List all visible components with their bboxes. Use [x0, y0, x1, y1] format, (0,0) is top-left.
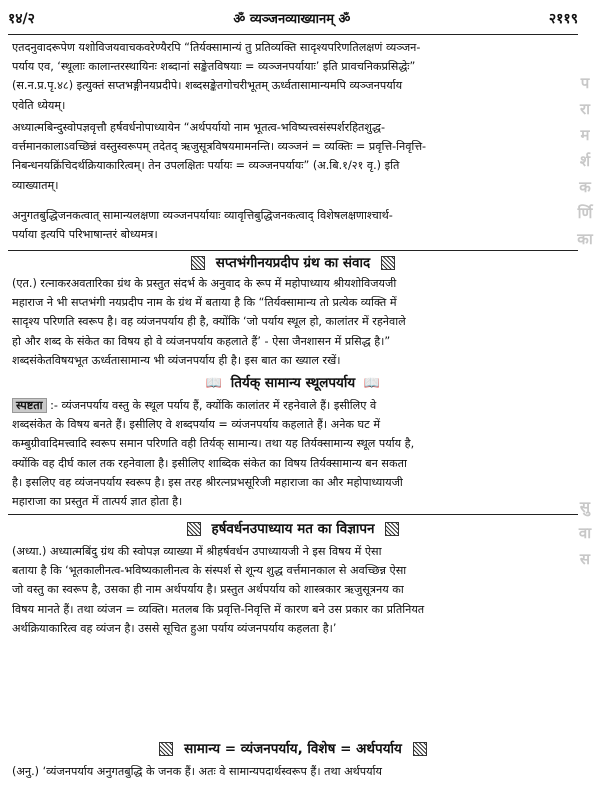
title-ornament-right: ॐ [338, 12, 351, 27]
text-line: कम्बुग्रीवादिमत्त्वादि स्वरूप समान परिणति वही तिर्यक् सामान्य। तथा यह तिर्यक्सामान्य स्थूल पर्याय है, [12, 437, 415, 451]
text-line [12, 396, 568, 415]
ornament-icon [385, 522, 399, 536]
sidebar-letter: वा [578, 524, 592, 542]
text-line: शब्दसंकेत के विषय बनते हैं। इसीलिए वे शब्दपर्याय = व्यंजनपर्याय कहलाते हैं। अनेक घट में [12, 418, 381, 432]
text-line: शब्दसंकेतविषयभूत ऊर्ध्वतासामान्य भी व्यंजनपर्याय ही है। इस बात का ख्याल रखें। [12, 353, 341, 367]
sidebar-letter: स [579, 550, 591, 568]
section-heading-4 [8, 738, 578, 760]
page-header [8, 4, 578, 32]
sidebar-letter: र्श [579, 152, 591, 170]
sidebar-letter: रा [579, 100, 591, 118]
ornament-icon [381, 256, 395, 270]
text-line: क्योंकि वह दीर्घ काल तक रहनेवाला है। इसीलिए शाब्दिक संकेत का विषय तिर्यक्सामान्य बन सकता [12, 456, 407, 470]
text-line: सादृश्य परिणति स्वरूप है। वह व्यंजनपर्याय ही है, क्योंकि ‘जो पर्याय स्थूल हो, कालांतर में रहनेवाले [12, 315, 406, 329]
text-line: व्याख्यातम्। [12, 178, 59, 192]
section-heading-text: सामान्य = व्यंजनपर्याय, विशेष = अर्थपर्याय [184, 741, 402, 757]
sidebar-letter: क [579, 178, 591, 196]
book-icon: 📖 [205, 376, 223, 391]
section-heading-1 [8, 252, 578, 274]
text-line: है। इसलिए वह व्यंजनपर्याय स्वरूप है। इस तरह श्रीरत्नप्रभसूरिजी महाराजा का और महोपाध्यायजी [12, 475, 403, 489]
text-line: महाराज ने भी सप्तभंगी नयप्रदीप नाम के ग्रंथ में बताया है कि “तिर्यक्सामान्य तो प्रत्येक व्यक्ति में [12, 296, 397, 310]
text-line: (एत.) रत्नाकरअवतारिका ग्रंथ के प्रस्तुत संदर्भ के अनुवाद के रूप में महोपाध्याय श्रीयशोविजयजी [12, 277, 397, 290]
sidebar-bottom-watermark [576, 494, 594, 572]
sidebar-letter: म [580, 126, 590, 144]
sidebar-letter: प [580, 74, 590, 92]
text-line: बताया है कि ‘भूतकालीनत्व-भविष्यकालीनत्व के संस्पर्श से शून्य शुद्ध वर्त्तमानकाल से अवच्छिन्न ऐसा [12, 564, 407, 578]
header-rule [8, 34, 578, 35]
page [8, 0, 578, 799]
ornament-icon [413, 742, 427, 756]
sanskrit-paragraph-3 [12, 206, 568, 244]
hindi-paragraph-2 [12, 396, 568, 511]
section-heading-text: तिर्यक् सामान्य स्थूलपर्याय [230, 375, 356, 391]
sidebar-letter: सु [579, 498, 591, 516]
sanskrit-paragraph-1 [12, 38, 568, 115]
running-title [233, 9, 350, 27]
text-line: एतदनुवादरूपेण यशोविजयवाचकवरेण्यैरपि “तिर्यक्सामान्यं तु प्रतिव्यक्ति सादृश्यपरिणतिलक्षणं व्यञ्जन- [12, 41, 421, 54]
text-line: हो और शब्द के संकेत का विषय हो वे व्यंजनपर्याय कहलाते हैं’ - ऐसा जैनशासन में प्रसिद्ध है।” [12, 334, 391, 348]
clarification-label: स्पष्टता [12, 398, 47, 413]
ornament-icon [159, 742, 173, 756]
text-span: :- व्यंजनपर्याय वस्तु के स्थूल पर्याय हैं, क्योंकि कालांतर में रहनेवाले हैं। इसीलिए वे [50, 399, 377, 412]
text-line: अर्थक्रियाकारित्व वह व्यंजन है। उससे सूचित हुआ पर्याय व्यंजनपर्याय कहलता है।’ [12, 621, 337, 635]
sanskrit-paragraph-2 [12, 118, 568, 195]
title-ornament-left: ॐ [233, 12, 246, 27]
sidebar-letter: र्णि [577, 204, 593, 222]
book-icon: 📖 [363, 376, 381, 391]
text-line: (स.न.प्र.पृ.४८) इत्युक्तं सप्तभङ्गीनयप्रदीपे। शब्दसङ्केतगोचरीभूतम् ऊर्ध्वतासामान्यमपि व्यञ्जनपर्याय [12, 79, 403, 93]
page-number-right: २११९ [548, 10, 578, 27]
section-divider [8, 514, 578, 515]
section-heading-text: हर्षवर्धनउपाध्याय मत का विज्ञापन [211, 521, 375, 537]
hindi-paragraph-3 [12, 542, 568, 638]
text-line: विषय मानते हैं। तथा व्यंजन = व्यक्ति। मतलब कि प्रवृत्ति-निवृत्ति में कारण बने उस प्रकार का प्रतिनियत [12, 602, 425, 616]
text-line: (अध्या.) अध्यात्मबिंदु ग्रंथ की स्वोपज्ञ व्याख्या में श्रीहर्षवर्धन उपाध्यायजी ने इस विषय में ऐसा [12, 545, 382, 558]
text-line: पर्याया इत्यपि परिभाषान्तरं बोध्यमत्र। [12, 228, 158, 242]
ornament-icon [187, 522, 201, 536]
ornament-icon [191, 256, 205, 270]
text-line: अनुगतबुद्धिजनकत्वात् सामान्यलक्षणा व्यञ्जनपर्यायाः व्यावृत्तिबुद्धिजनकत्वाद् विशेषलक्षणाश्चार्थ- [12, 209, 393, 222]
text-line: महाराजा का प्रस्तुत में तात्पर्य ज्ञात होता है। [12, 495, 183, 509]
text-line: जो वस्तु का स्वरूप है, उसका ही नाम अर्थपर्याय है। प्रस्तुत अर्थपर्याय को शास्त्रकार ऋजुसूत्रनय का [12, 583, 404, 597]
hindi-paragraph-4 [12, 762, 568, 781]
section-heading-text: सप्तभंगीनयप्रदीप ग्रंथ का संवाद [215, 255, 371, 271]
sidebar-top-watermark [576, 70, 594, 252]
text-line: वर्त्तमानकालाऽवच्छिन्नं वस्तुस्वरूपम् तदेतद् ऋजुसूत्रविषयमामनन्ति। व्यञ्जनं = व्यक्तिः = प्रवृत्ति-निवृत्ति- [12, 140, 427, 154]
text-line: (अनु.) ‘व्यंजनपर्याय अनुगतबुद्धि के जनक हैं। अतः वे सामान्यपदार्थस्वरूप हैं। तथा अर्थपर्याय [12, 765, 383, 778]
section-divider [8, 250, 578, 251]
text-line: अध्यात्मबिन्दुस्वोपज्ञवृत्तौ हर्षवर्धनोपाध्यायेन “अर्थपर्यायो नाम भूतत्व-भविष्यत्त्वसंस्पर्शरहितशुद्ध- [12, 121, 385, 134]
sidebar-letter: का [577, 230, 593, 248]
text-line: निबन्धनयक्रिंचिदर्थक्रियाकारित्वम्। तेन उपलक्षितः पर्यायः = व्यञ्जनपर्यायः” (अ.बि.१/२१ वृ.) इति [12, 159, 400, 173]
section-heading-3 [8, 518, 578, 540]
section-heading-2 [8, 372, 578, 394]
text-line: पर्याय एव, ‘स्थूलाः कालान्तरस्थायिनः शब्दानां सङ्केतविषयाः = व्यञ्जनपर्यायाः’ इति प्रावचनिकप्रसिद्धेः” [12, 60, 416, 74]
text-line: एवेति ध्येयम्। [12, 98, 66, 112]
hindi-paragraph-1 [12, 274, 568, 370]
running-title-text: व्यञ्जनव्याख्यानम् [249, 12, 335, 27]
page-number-left: १४/२ [8, 10, 35, 27]
